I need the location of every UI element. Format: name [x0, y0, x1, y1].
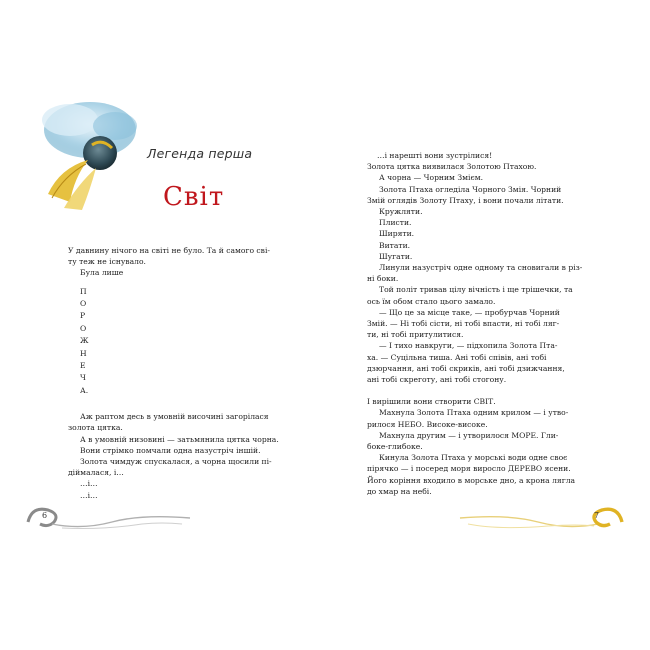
vertical-letter: Р — [80, 311, 86, 321]
paragraph: Змій. — Ні тобі сісти, ні тобі впасти, ні тобі ляг- — [367, 319, 560, 329]
paragraph: Змій оглядів Золоту Птаху, і вони почали літати. — [367, 195, 564, 205]
paragraph: А в умовній низовині — затьмянила цятка чорна. — [80, 434, 279, 444]
vertical-letter: Ж — [80, 336, 89, 346]
paragraph: Золота чимдуж спускалася, а чорна щосили пі- — [80, 457, 272, 467]
paragraph: діймалася, і… — [68, 468, 124, 478]
vertical-letter: О — [80, 299, 87, 309]
paragraph: пірячко — і посеред моря виросло ДЕРЕВО ясени. — [367, 464, 571, 474]
vertical-word — [80, 286, 308, 398]
vertical-letter: Е — [80, 361, 86, 371]
paragraph: І вирішили вони створити СВІТ. — [367, 397, 496, 407]
paragraph: Той політ тривав цілу вічність і ще трішечки, та — [379, 285, 573, 295]
paragraph: Линули назустріч одне одному та сновигали в різ- — [379, 263, 583, 273]
paragraph: рилося НЕБО. Високе-високе. — [367, 419, 488, 429]
vertical-letter: О — [80, 323, 87, 333]
paragraph: …і… — [80, 490, 98, 500]
paragraph: Була лише — [80, 268, 124, 278]
paragraph: до хмар на небі. — [367, 486, 432, 496]
paragraph: Золота цятка виявилася Золотою Птахою. — [367, 162, 537, 172]
left-page-text — [68, 245, 308, 501]
paragraph: ні боки. — [367, 274, 399, 284]
paragraph: У давнину нічого на світі не було. Та й самого сві- — [68, 246, 270, 255]
chapter-title: Світ — [163, 182, 225, 212]
paragraph: ту теж не існувало. — [68, 257, 146, 267]
paragraph: Ширяти. — [379, 229, 415, 239]
paragraph: Плисти. — [379, 218, 412, 228]
page-number-left: 6 — [42, 511, 48, 520]
paragraph: Аж раптом десь в умовній височині загорілася — [80, 412, 269, 422]
paragraph: Махнула Золота Птаха одним крилом — і утво- — [379, 408, 569, 418]
paragraph: Шугати. — [379, 251, 413, 261]
paragraph: — Що це за місце таке, — пробурчав Чорний — [379, 307, 560, 317]
paragraph: Вони стрімко помчали одна назустріч іншій. — [80, 445, 261, 455]
paragraph: Золота Птаха огледіла Чорного Змія. Чорний — [379, 184, 562, 194]
right-page-text — [367, 150, 597, 497]
paragraph: ось їм обом стало цього замало. — [367, 296, 496, 306]
chapter-subtitle: Легенда перша — [147, 146, 253, 161]
feather-sphere-illustration — [30, 98, 140, 216]
vertical-letter: Ч — [80, 373, 86, 383]
vertical-letter: Н — [80, 348, 87, 358]
paragraph: Махнула другим — і утворилося МОРЕ. Гли- — [379, 430, 559, 440]
paragraph: …і… — [80, 479, 98, 489]
left-footer-swirl-ornament — [22, 500, 192, 536]
paragraph: боке-глибоке. — [367, 442, 423, 452]
paragraph: дзюрчання, ані тобі скриків, ані тобі дзижчання, — [367, 363, 565, 373]
paragraph: — І тихо навкруги, — підхопила Золота Пта- — [379, 341, 558, 351]
paragraph: золота цятка. — [68, 423, 123, 433]
right-footer-swirl-ornament — [458, 500, 628, 536]
paragraph: ха. — Суцільна тиша. Ані тобі співів, ані тобі — [367, 352, 547, 362]
vertical-letter: П — [80, 286, 87, 296]
paragraph: Його коріння входило в морське дно, а крона лягла — [367, 475, 576, 485]
paragraph: …і нарешті вони зустрілися! — [377, 151, 493, 160]
paragraph: А чорна — Чорним Змієм. — [379, 173, 484, 183]
paragraph: ти, ні тобі притулитися. — [367, 330, 464, 340]
paragraph: Кинула Золота Птаха у морські води одне своє — [379, 453, 568, 463]
page-number-right: 7 — [594, 511, 600, 520]
paragraph: Витати. — [379, 240, 411, 250]
vertical-letter: А. — [80, 385, 89, 395]
paragraph: ані тобі скреготу, ані тобі стогону. — [367, 375, 507, 385]
paragraph: Кружляти. — [379, 207, 423, 217]
